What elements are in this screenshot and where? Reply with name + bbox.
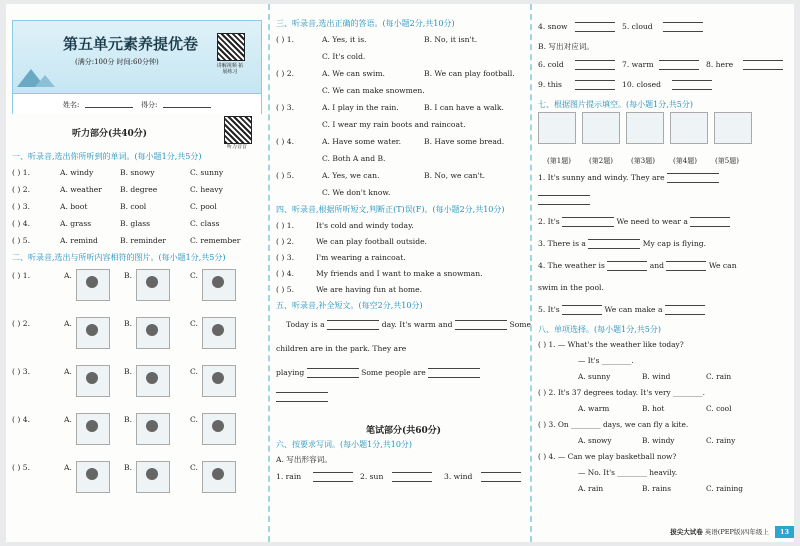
option-text: A. I play in the rain. [322,103,399,112]
option-text: C. heavy [190,185,223,194]
choice-row [12,198,262,215]
choice-row [276,116,531,133]
option-text: A. grass [60,219,92,228]
answer-bracket[interactable]: ( ) [538,388,549,397]
answer-bracket[interactable]: ( ) 1. [276,35,294,44]
statement-text: It's cold and windy today. [316,221,414,230]
option-text: A. sunny [578,372,611,381]
option-text: B. windy [642,436,675,445]
option-letter: C. [190,463,198,472]
blank[interactable] [672,80,712,90]
answer-bracket[interactable]: ( ) 3. [276,103,294,112]
option-text: A. windy [60,168,94,177]
scene-picture [202,413,236,445]
word-row [538,76,796,96]
judge-row [276,249,531,265]
section-6b-list [538,56,796,96]
options-row [538,481,796,497]
choice-row [276,184,531,201]
answer-bracket[interactable]: ( ) 1. [276,221,294,230]
column-right [530,4,796,542]
option-text: C. rainy [706,436,736,445]
option-letter: B. [124,271,132,280]
option-letter: A. [64,319,72,328]
footer [670,526,794,538]
option-text: A. Have some water. [322,137,402,146]
statement-text: We are having fun at home. [316,285,423,294]
scene-picture [202,461,236,493]
blank[interactable] [663,22,703,32]
question-text: 4. — Can we play basketball now? [548,452,677,461]
answer-bracket[interactable]: ( ) 1. [12,168,30,177]
option-text: C. remember [190,236,241,245]
option-text: A. Yes, it is. [322,35,367,44]
option-letter: C. [190,415,198,424]
word-row [276,468,531,488]
section-2-list [12,265,262,505]
judge-row [276,265,531,281]
scene-picture [202,365,236,397]
picture-sunny-windy [538,112,576,144]
word-row [538,56,796,76]
option-text: A. snowy [578,436,612,445]
question-text: We can make a [604,305,663,314]
choice-row [276,167,531,184]
option-text: B. No, we can't. [424,171,486,180]
option-letter: B. [124,319,132,328]
blank[interactable] [607,261,647,271]
answer-bracket[interactable]: ( ) 3. [12,202,30,211]
blank[interactable] [575,60,615,70]
choice-row [276,31,531,48]
blank[interactable] [481,472,521,482]
option-text: A. Yes, we can. [322,171,380,180]
picture-caption: (第2题) [589,157,613,165]
picture-choice-row [12,313,262,361]
blank[interactable] [743,60,783,70]
blank[interactable] [562,305,602,315]
scene-picture [136,413,170,445]
scene-picture [136,317,170,349]
option-text: C. I wear my rain boots and raincoat. [322,120,466,129]
answer-bracket[interactable]: ( ) 1. [12,271,30,280]
answer-bracket[interactable]: ( ) [538,452,549,461]
answer-bracket[interactable]: ( ) [538,420,549,429]
question-text: 2. It's 37 degrees today. It's very ________. [548,388,705,397]
scene-picture [76,317,110,349]
scene-picture [136,365,170,397]
word-prompt: 7. warm [622,60,654,69]
option-letter: C. [190,367,198,376]
question-row [538,465,796,481]
cloze-text: Some children are in the park. They are [276,320,531,353]
score-time: (满分:100分 时间:60分钟) [75,58,159,66]
page-title: 第五单元素养提优卷 [63,35,199,53]
picture-choice-row [12,361,262,409]
answer-bracket[interactable]: ( ) 4. [276,137,294,146]
picture-caption: (第1题) [547,157,571,165]
option-text: B. rains [642,484,671,493]
option-letter: B. [124,367,132,376]
question-row [538,353,796,369]
picture-choice-row [12,265,262,313]
option-text: B. We can play football. [424,69,515,78]
choice-row [276,133,531,150]
option-letter: B. [124,415,132,424]
scene-picture [202,269,236,301]
name-row [13,93,261,114]
scene-picture [76,269,110,301]
answer-bracket[interactable]: ( ) 2. [12,319,30,328]
judge-row [276,233,531,249]
picture-sunny [670,112,708,144]
section-1-title: 一、听录音,选出你所听到的单词。(每小题1分,共5分) [12,152,202,161]
word-prompt: 4. snow [538,22,568,31]
blank[interactable] [538,195,590,205]
option-text: A. warm [578,404,610,413]
statement-text: We can play football outside. [316,237,427,246]
picture-caption: (第5题) [715,157,739,165]
column-left [12,4,262,542]
answer-bracket[interactable]: ( ) [538,340,549,349]
title-banner [12,20,262,114]
footer-brand: 拔尖大试卷 [670,528,703,536]
options-row [538,369,796,385]
blank[interactable] [667,173,719,183]
question-text: — No. It's ________ heavily. [578,468,678,477]
word-prompt: 5. cloud [622,22,653,31]
blank[interactable] [428,368,480,378]
section-8-title: 八、单项选择。(每小题1分,共5分) [538,325,661,334]
name-label: 姓名: [63,101,80,109]
section-3-list [276,31,531,201]
picture-captions [538,148,796,167]
scene-picture [76,365,110,397]
page-number: 13 [775,526,794,538]
section-1-list [12,164,262,249]
question-row [538,385,796,401]
option-text: C. We don't know. [322,188,391,197]
option-text: B. degree [120,185,158,194]
qr-label: 讲解视频 拓展练习 [216,63,244,75]
score-label: 得分: [141,101,158,109]
section-6-title: 六、按要求写词。(每小题1分,共10分) [276,440,413,449]
option-text: B. I can have a walk. [424,103,504,112]
word-prompt: 3. wind [444,472,473,481]
option-text: B. glass [120,219,151,228]
section-6a-row [538,18,796,38]
option-text: C. It's cold. [322,52,366,61]
question-text: 1. It's sunny and windy. They are [538,173,665,182]
picture-rainy [582,112,620,144]
cloze-text: playing [276,368,305,377]
option-text: A. boot [60,202,88,211]
cloze-text: day. It's warm and [381,320,453,329]
question-text: 3. On ________ days, we can fly a kite. [548,420,689,429]
question-text: 5. It's [538,305,560,314]
question-text: swim in the pool. [538,283,604,292]
section-7-questions [538,167,796,321]
question-row [538,417,796,433]
option-text: C. cool [706,404,732,413]
choice-row [276,48,531,65]
question-row [538,337,796,353]
question-text: 2. It's [538,217,560,226]
choice-row [276,99,531,116]
option-letter: C. [190,271,198,280]
word-prompt: 2. sun [360,472,384,481]
picture-choice-row [12,457,262,505]
blank[interactable] [690,217,730,227]
scene-picture [136,461,170,493]
word-prompt: 1. rain [276,472,302,481]
judge-row [276,281,531,297]
word-prompt: 6. cold [538,60,564,69]
option-text: C. We can make snowmen. [322,86,425,95]
choice-row [12,164,262,181]
picture-windy [626,112,664,144]
qr-code-icon[interactable] [217,33,245,61]
judge-row [276,217,531,233]
option-letter: B. [124,463,132,472]
option-text: C. class [190,219,220,228]
option-text: A. We can swim. [322,69,385,78]
scene-picture [76,413,110,445]
option-letter: A. [64,271,72,280]
answer-bracket[interactable]: ( ) 2. [276,237,294,246]
answer-bracket[interactable]: ( ) 2. [276,69,294,78]
option-text: C. rain [706,372,732,381]
question-text: My cap is flying. [642,239,706,248]
scene-picture [202,317,236,349]
answer-bracket[interactable]: ( ) 2. [12,185,30,194]
picture-caption: (第3题) [631,157,655,165]
option-text: C. raining [706,484,744,493]
option-text: B. wind [642,372,671,381]
blank[interactable] [455,320,507,330]
statement-text: My friends and I want to make a snowman. [316,269,483,278]
section-6b-label: B. 写出对应词。 [538,42,594,51]
blank[interactable] [665,305,705,315]
blank[interactable] [659,60,699,70]
answer-bracket[interactable]: ( ) 5. [12,463,30,472]
blank[interactable] [327,320,379,330]
question-text: 3. There is a [538,239,586,248]
choice-row [276,65,531,82]
mountain-icon [35,75,55,87]
option-text: B. Have some bread. [424,137,505,146]
section-6a-label: A. 写出形容词。 [276,455,332,464]
choice-row [276,82,531,99]
blank[interactable] [575,22,615,32]
word-prompt: 8. here [706,60,734,69]
section-8-list [538,337,796,497]
section-5-title: 五、听录音,补全短文。(每空2分,共10分) [276,301,423,310]
word-row [538,18,796,38]
option-text: C. pool [190,202,217,211]
word-prompt: 9. this [538,80,562,89]
answer-bracket[interactable]: ( ) 4. [12,219,30,228]
written-title: 笔试部分(共60分) [365,426,442,436]
picture-choice-row [12,409,262,457]
blank[interactable] [313,472,353,482]
option-letter: A. [64,463,72,472]
option-letter: C. [190,319,198,328]
answer-bracket[interactable]: ( ) 3. [12,367,30,376]
options-row [538,401,796,417]
question-text: — It's ________. [578,356,634,365]
blank[interactable] [392,472,432,482]
cloze-text: Today is a [286,320,325,329]
question-row [538,449,796,465]
option-text: B. hot [642,404,665,413]
word-prompt: 10. closed [622,80,661,89]
audio-label: 听力音音 [226,144,247,150]
section-4-list [276,217,531,297]
option-text: B. No, it isn't. [424,35,478,44]
section-3-title: 三、听录音,选出正确的答语。(每小题2分,共10分) [276,19,455,28]
section-2-title: 二、听录音,选出与所听内容相符的图片。(每小题1分,共5分) [12,253,226,262]
option-letter: A. [64,415,72,424]
choice-row [12,232,262,249]
section-6a-row [276,468,531,488]
question-text: and [649,261,664,270]
question-text: We can [708,261,737,270]
statement-text: I'm wearing a raincoat. [316,253,406,262]
section-7-title: 七、根据图片提示填空。(每小题1分,共5分) [538,100,693,109]
blank[interactable] [562,217,614,227]
worksheet-page [6,4,794,542]
blank[interactable] [588,239,640,249]
cloze-text: Some people are [361,368,426,377]
choice-row [12,181,262,198]
question-text: 1. — What's the weather like today? [548,340,684,349]
picture-row [538,112,796,148]
answer-bracket[interactable]: ( ) 4. [12,415,30,424]
question-text: 4. The weather is [538,261,605,270]
question-text: We need to wear a [616,217,688,226]
picture-caption: (第4题) [673,157,697,165]
answer-bracket[interactable]: ( ) 5. [276,285,294,294]
choice-row [12,215,262,232]
scene-picture [76,461,110,493]
blank[interactable] [276,392,328,402]
blank[interactable] [575,80,615,90]
option-text: B. snowy [120,168,155,177]
blank[interactable] [666,261,706,271]
answer-bracket[interactable]: ( ) 5. [276,171,294,180]
qr-code-icon[interactable] [224,116,252,144]
answer-bracket[interactable]: ( ) 4. [276,269,294,278]
answer-bracket[interactable]: ( ) 5. [12,236,30,245]
cloze-passage [276,313,531,409]
answer-bracket[interactable]: ( ) 3. [276,253,294,262]
listening-title: 听力部分(共40分) [72,129,148,139]
column-middle [268,4,531,542]
option-text: A. rain [578,484,604,493]
choice-row [276,150,531,167]
footer-info: 英语(PEP版)四年级上 [704,528,769,536]
option-text: A. weather [60,185,102,194]
options-row [538,433,796,449]
picture-snowy [714,112,752,144]
option-letter: A. [64,367,72,376]
section-4-title: 四、听录音,根据所听短文,判断正(T)误(F)。(每小题2分,共10分) [276,205,505,214]
scene-picture [136,269,170,301]
option-text: B. reminder [120,236,167,245]
option-text: C. Both A and B. [322,154,386,163]
option-text: A. remind [60,236,98,245]
option-text: B. cool [120,202,147,211]
option-text: C. sunny [190,168,224,177]
blank[interactable] [307,368,359,378]
